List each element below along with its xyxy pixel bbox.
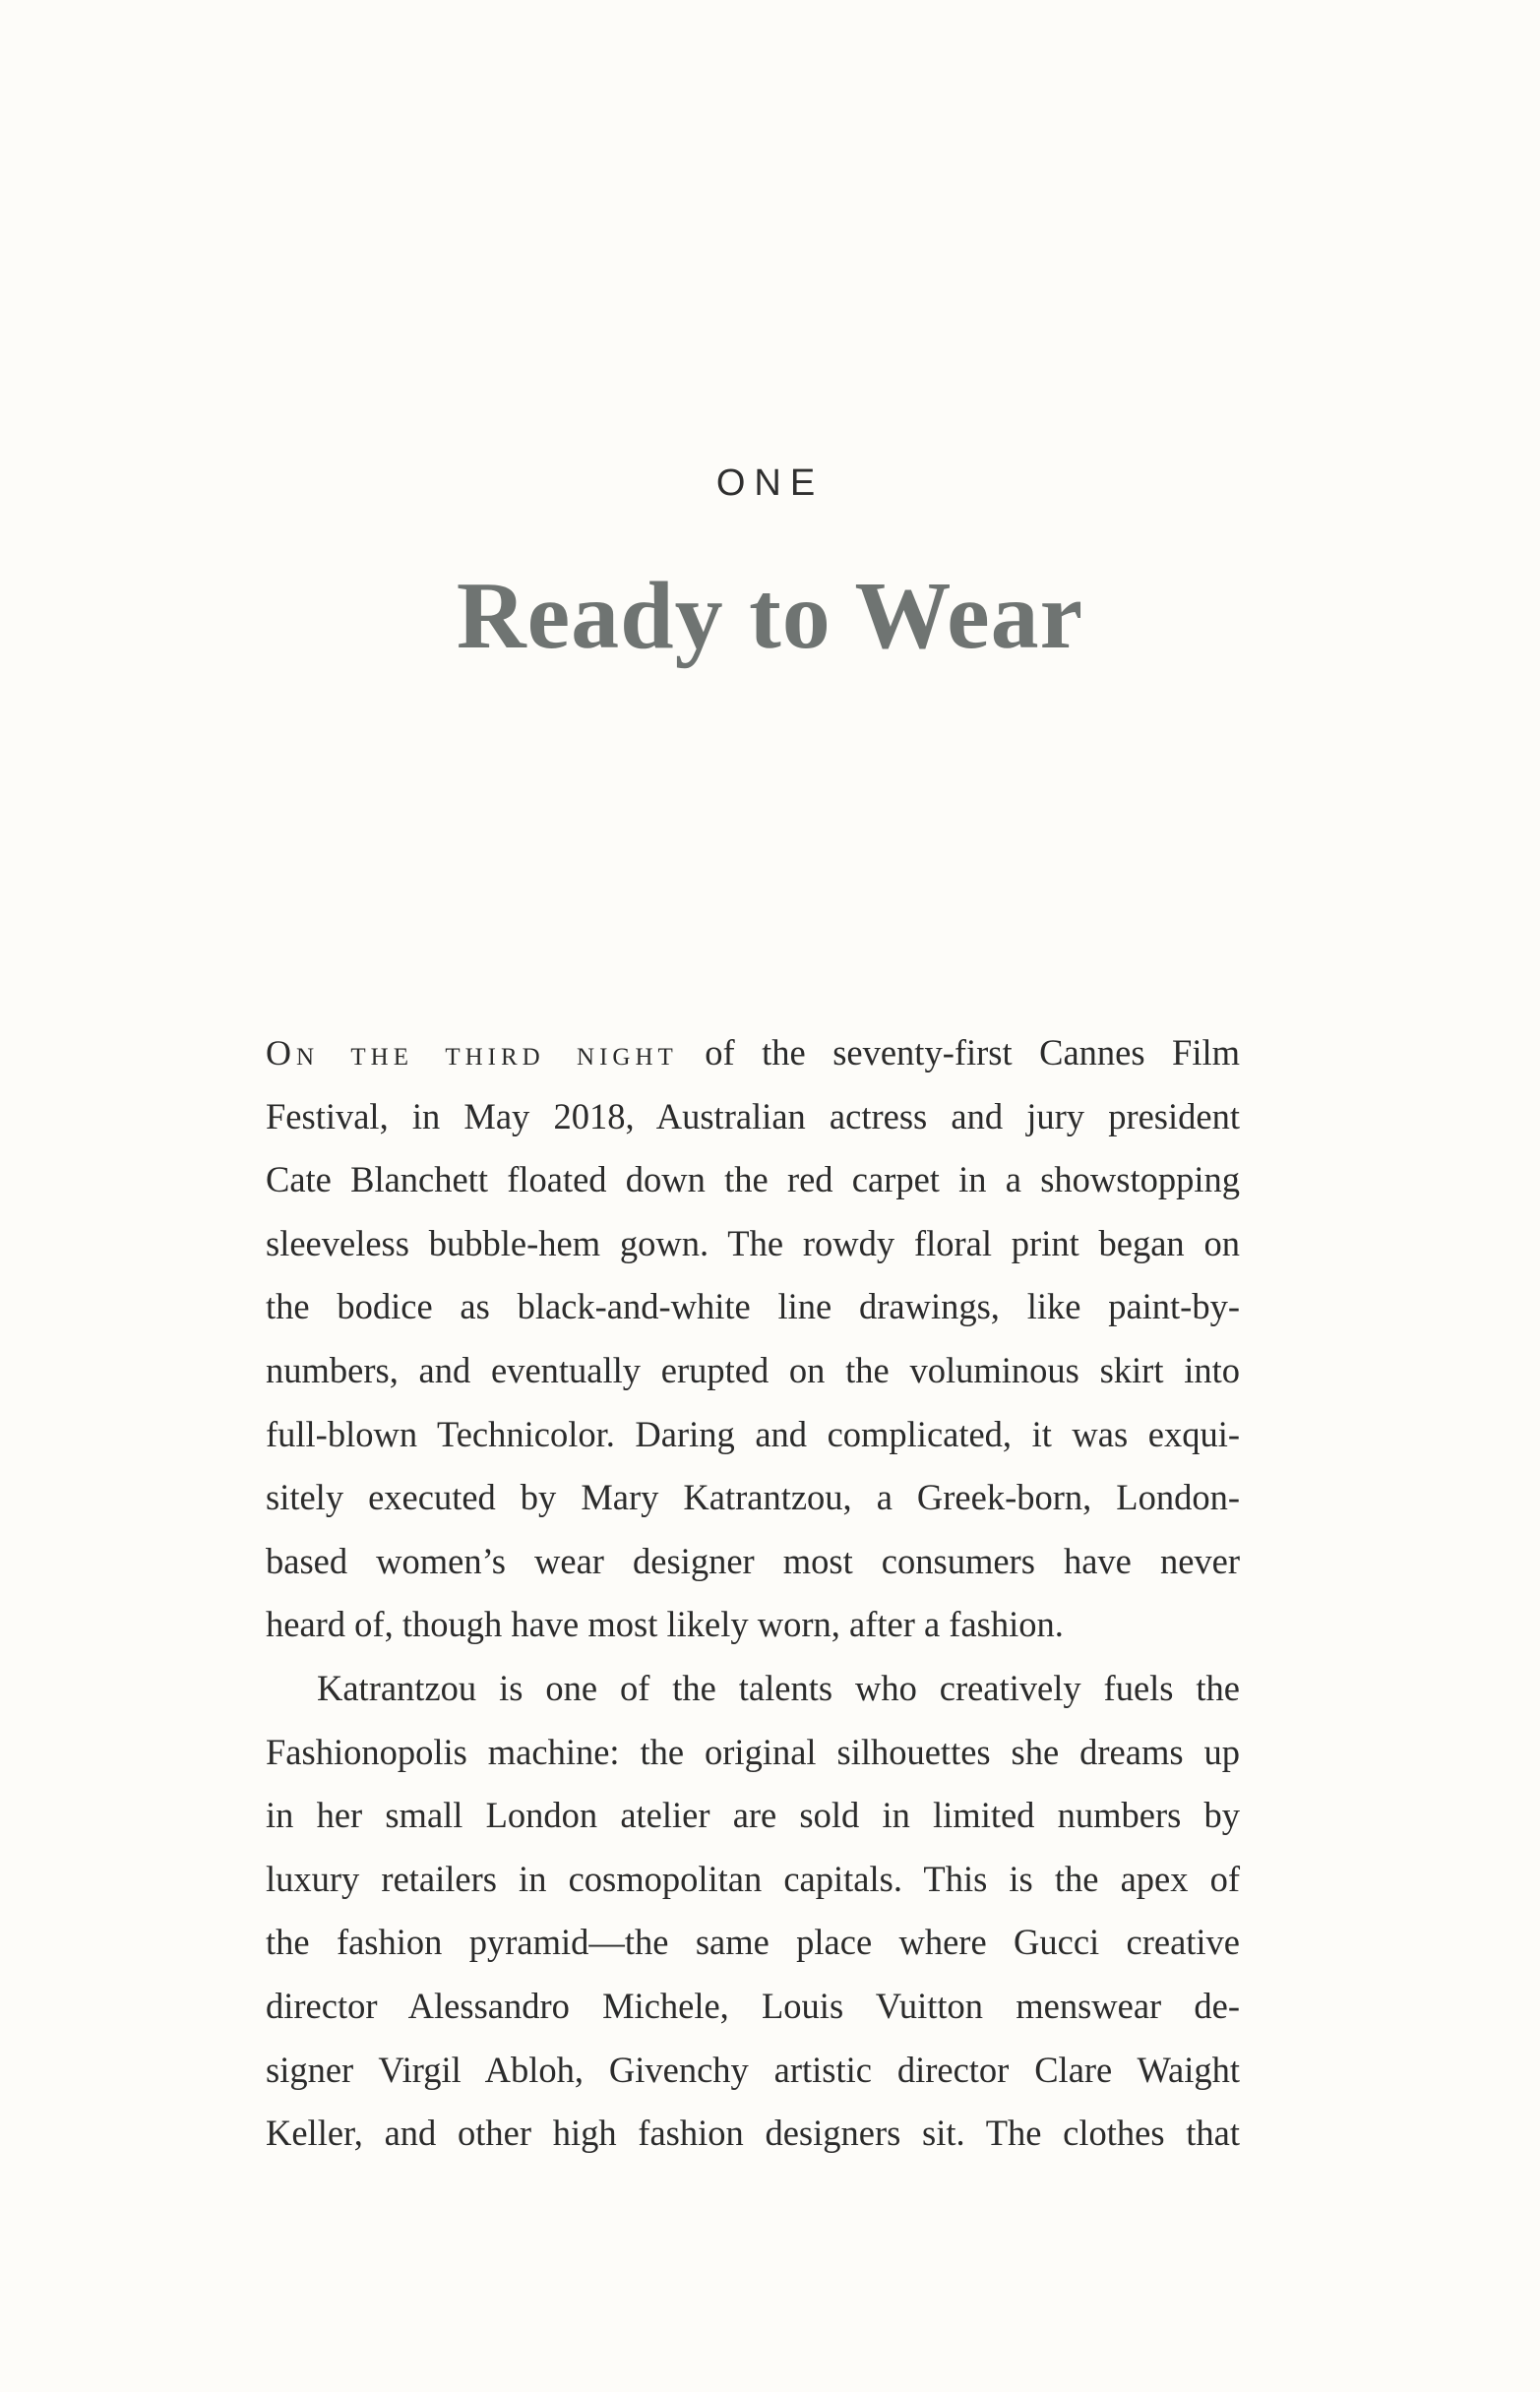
opening-small-caps: On the third night [266, 1033, 678, 1073]
text-line: Festival, in May 2018, Australian actress and jury president [266, 1095, 1240, 1136]
chapter-body [266, 1021, 1240, 2166]
text-line: full-blown Technicolor. Daring and complicated, it was exqui- [266, 1413, 1240, 1454]
text-line: numbers, and eventually erupted on the voluminous skirt into [266, 1349, 1240, 1390]
text-line: Katrantzou is one of the talents who creatively fuels the [317, 1667, 1240, 1708]
text-line: the fashion pyramid—the same place where Gucci creative [266, 1922, 1240, 1963]
text-line: sleeveless bubble-hem gown. The rowdy floral print began on [266, 1222, 1240, 1263]
text-line: the bodice as black-and-white line drawings, like paint-by- [266, 1286, 1240, 1327]
text-line: sitely executed by Mary Katrantzou, a Greek-born, London- [266, 1477, 1240, 1518]
text-line: luxury retailers in cosmopolitan capitals. This is the apex of [266, 1858, 1240, 1899]
text-line: On the third night of the seventy-first Cannes Film [266, 1032, 1240, 1073]
text-line: signer Virgil Abloh, Givenchy artistic director Clare Waight [266, 2049, 1240, 2090]
text-line: director Alessandro Michele, Louis Vuitton menswear de- [266, 1985, 1240, 2026]
text-line: Fashionopolis machine: the original silhouettes she dreams up [266, 1731, 1240, 1772]
chapter-number: ONE [715, 462, 825, 504]
text-line: Keller, and other high fashion designers sit. The clothes that [266, 2113, 1240, 2154]
text-line: in her small London atelier are sold in limited numbers by [266, 1795, 1240, 1836]
chapter-title: Ready to Wear [456, 563, 1084, 669]
text-line: Cate Blanchett floated down the red carpet in a showstopping [266, 1159, 1240, 1200]
text-line: based women’s wear designer most consumers have never [266, 1540, 1240, 1581]
text-line: heard of, though have most likely worn, after a fashion. [266, 1604, 1064, 1645]
